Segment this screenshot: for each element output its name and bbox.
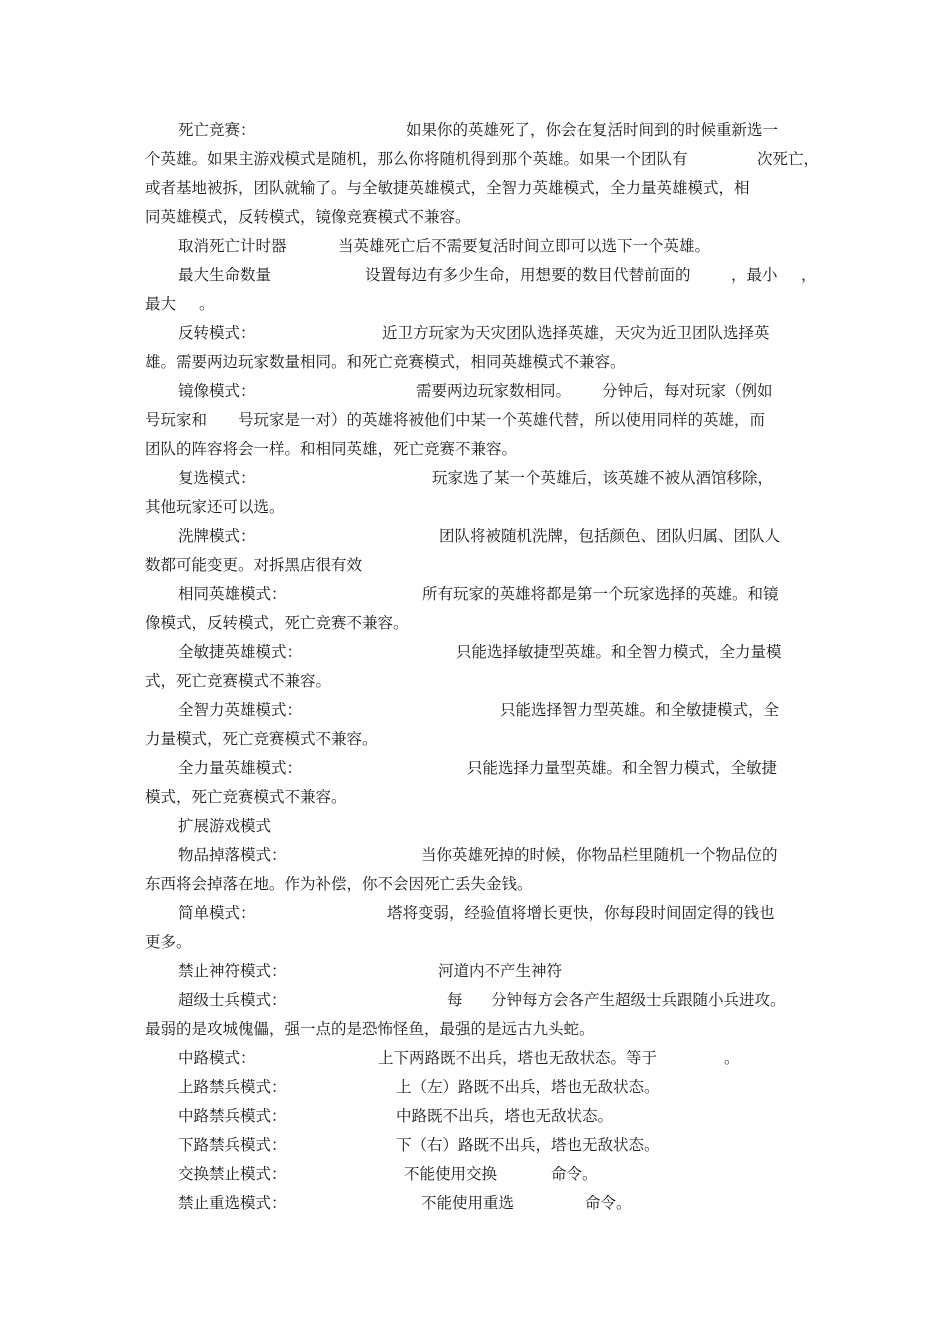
text-fragment: 最弱的是攻城傀儡，强一点的是恐怖怪鱼，最强的是远古九头蛇。	[145, 1020, 595, 1038]
text-fragment: 个英雄。如果主游戏模式是随机，那么你将随机得到那个英雄。如果一个团队有	[145, 150, 688, 168]
text-fragment: 分钟后，每对玩家（例如	[602, 382, 773, 400]
text-fragment: 不能使用交换	[404, 1165, 498, 1183]
text-fragment: 中路既不出兵，塔也无敌状态。	[396, 1107, 614, 1125]
text-fragment: 。	[199, 295, 215, 313]
text-fragment: 或者基地被拆，团队就输了。与全敏捷英雄模式，全智力英雄模式，全力量英雄模式，相	[145, 179, 750, 197]
text-fragment: 全敏捷英雄模式：	[178, 643, 303, 661]
text-fragment: 不能使用重选	[421, 1194, 515, 1212]
text-fragment: 中路模式：	[178, 1049, 256, 1067]
text-fragment: 反转模式：	[178, 324, 256, 342]
text-fragment: 号玩家是一对）的英雄将被他们中某一个英雄代替，所以使用同样的英雄，而	[238, 411, 766, 429]
text-fragment: 上（左）路既不出兵，塔也无敌状态。	[396, 1078, 660, 1096]
text-fragment: 交换禁止模式：	[178, 1165, 287, 1183]
text-fragment: 每	[447, 991, 463, 1009]
text-fragment: 最大生命数量	[178, 266, 272, 284]
text-fragment: 只能选择力量型英雄。和全智力模式，全敏捷	[467, 759, 778, 777]
text-fragment: 。	[724, 1049, 740, 1067]
text-fragment: 简单模式：	[178, 904, 256, 922]
text-fragment: 数都可能变更。对拆黑店很有效	[145, 556, 363, 574]
text-fragment: 下（右）路既不出兵，塔也无敌状态。	[396, 1136, 660, 1154]
text-fragment: 团队的阵容将会一样。和相同英雄，死亡竞赛不兼容。	[145, 440, 518, 458]
text-fragment: 分钟每方会各产生超级士兵跟随小兵进攻。	[491, 991, 786, 1009]
text-fragment: 只能选择敏捷型英雄。和全智力模式，全力量模	[456, 643, 782, 661]
text-fragment: 超级士兵模式：	[178, 991, 287, 1009]
text-fragment: 更多。	[145, 933, 192, 951]
text-fragment: 只能选择智力型英雄。和全敏捷模式，全	[500, 701, 780, 719]
text-fragment: 洗牌模式：	[178, 527, 256, 545]
text-fragment: 近卫方玩家为天灾团队选择英雄，天灾为近卫团队选择英	[382, 324, 770, 342]
text-fragment: 上下两路既不出兵，塔也无敌状态。等于	[378, 1049, 658, 1067]
text-fragment: 像模式，反转模式，死亡竞赛不兼容。	[145, 614, 409, 632]
text-fragment: ，	[801, 266, 817, 284]
text-fragment: 号玩家和	[145, 411, 208, 429]
text-fragment: 取消死亡计时器	[178, 237, 287, 255]
text-fragment: 相同英雄模式：	[178, 585, 287, 603]
text-fragment: 上路禁兵模式：	[178, 1078, 287, 1096]
text-fragment: 团队将被随机洗牌，包括颜色、团队归属、团队人	[439, 527, 781, 545]
text-fragment: 需要两边玩家数相同。	[416, 382, 572, 400]
text-fragment: 全力量英雄模式：	[178, 759, 303, 777]
text-fragment: 雄。需要两边玩家数量相同。和死亡竞赛模式，相同英雄模式不兼容。	[145, 353, 626, 371]
text-fragment: ，最小	[731, 266, 778, 284]
text-fragment: 力量模式，死亡竞赛模式不兼容。	[145, 730, 378, 748]
text-fragment: 死亡竞赛：	[178, 121, 256, 139]
text-fragment: 中路禁兵模式：	[178, 1107, 287, 1125]
text-fragment: 所有玩家的英雄将都是第一个玩家选择的英雄。和镜	[422, 585, 779, 603]
text-fragment: 如果你的英雄死了，你会在复活时间到的时候重新选一	[406, 121, 779, 139]
text-fragment: 禁止神符模式：	[178, 962, 287, 980]
text-fragment: 命令。	[585, 1194, 632, 1212]
text-fragment: 河道内不产生神符	[438, 962, 563, 980]
section-heading: 扩展游戏模式	[178, 817, 272, 835]
text-fragment: 其他玩家还可以选。	[145, 498, 285, 516]
text-fragment: 模式，死亡竞赛模式不兼容。	[145, 788, 347, 806]
text-fragment: 禁止重选模式：	[178, 1194, 287, 1212]
text-fragment: 下路禁兵模式：	[178, 1136, 287, 1154]
text-fragment: 玩家选了某一个英雄后，该英雄不被从酒馆移除，	[432, 469, 774, 487]
text-fragment: 式，死亡竞赛模式不兼容。	[145, 672, 332, 690]
text-fragment: 全智力英雄模式：	[178, 701, 303, 719]
text-fragment: 命令。	[551, 1165, 598, 1183]
text-fragment: 镜像模式：	[178, 382, 256, 400]
text-fragment: 当英雄死亡后不需要复活时间立即可以选下一个英雄。	[338, 237, 711, 255]
text-fragment: 同英雄模式，反转模式，镜像竞赛模式不兼容。	[145, 208, 471, 226]
text-fragment: 东西将会掉落在地。作为补偿，你不会因死亡丢失金钱。	[145, 875, 533, 893]
text-fragment: 设置每边有多少生命，用想要的数目代替前面的	[365, 266, 691, 284]
text-fragment: 当你英雄死掉的时候，你物品栏里随机一个物品位的	[421, 846, 778, 864]
text-fragment: 塔将变弱，经验值将增长更快，你每段时间固定得的钱也	[387, 904, 775, 922]
text-fragment: 复选模式：	[178, 469, 256, 487]
text-fragment: 物品掉落模式：	[178, 846, 287, 864]
text-fragment: 次死亡，	[757, 150, 820, 168]
text-fragment: 最大	[145, 295, 177, 313]
